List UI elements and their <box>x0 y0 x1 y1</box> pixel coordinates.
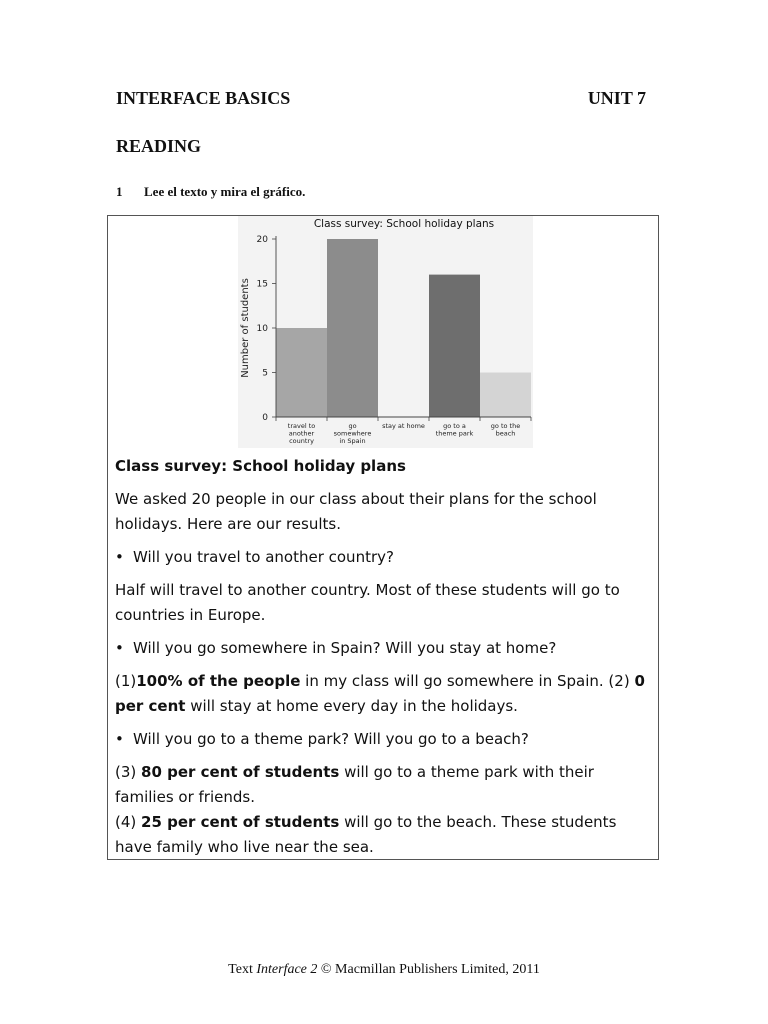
question-3 <box>115 727 655 752</box>
header-unit: UNIT 7 <box>587 88 646 108</box>
question-1 <box>115 545 655 570</box>
bullet-icon <box>115 639 133 657</box>
y-axis-label: Number of students <box>240 278 251 378</box>
y-tick-label: 10 <box>256 324 268 334</box>
y-tick-label: 15 <box>256 279 268 290</box>
answer-3 <box>115 760 655 810</box>
footer-prefix: Text <box>228 962 257 977</box>
article-intro: We asked 20 people in our class about their plans for the school holidays. Here are our results. <box>115 490 597 533</box>
question-2-text: Will you go somewhere in Spain? Will you stay at home? <box>133 639 557 657</box>
answer-4-num: (4) <box>115 813 142 831</box>
instruction-text: Lee el texto y mira el gráfico. <box>144 184 306 199</box>
chart-container <box>238 216 533 448</box>
answer-1: Half will travel to another country. Most of these students will go to countries in Europe. <box>115 581 620 624</box>
x-tick-label: go to a theme park <box>435 422 474 438</box>
answer-2-bold-2: 0 per cent <box>115 672 645 715</box>
instruction <box>116 184 305 200</box>
y-tick-label: 5 <box>262 368 268 379</box>
bar-chart <box>238 216 533 448</box>
answer-4 <box>115 810 655 860</box>
answer-2-num: (1) <box>115 672 137 690</box>
y-tick-label: 0 <box>262 413 268 423</box>
answer-2-text-1: in my class will go somewhere in Spain. (2) <box>300 672 635 690</box>
answer-2-bold-1: 100% of the people <box>136 672 301 690</box>
x-tick-label: travel to another country <box>287 422 316 445</box>
question-1-text: Will you travel to another country? <box>133 548 394 566</box>
answer-4-bold: 25 per cent of students <box>141 813 340 831</box>
footer-copyright <box>0 962 768 978</box>
header-left-title: INTERFACE BASICS <box>116 88 291 108</box>
footer-book-title: Interface 2 <box>256 962 318 977</box>
article <box>115 454 655 860</box>
x-tick-label: go to the beach <box>490 422 521 438</box>
chart-title: Class survey: School holiday plans <box>313 218 495 230</box>
question-2 <box>115 636 655 661</box>
reading-box <box>107 215 659 860</box>
x-tick-label: go somewhere in Spain <box>333 422 372 445</box>
answer-4-text: will go to the beach. These students have family who live near the sea. <box>115 813 617 856</box>
section-title: READING <box>116 136 202 156</box>
instruction-number: 1 <box>116 184 123 199</box>
answer-2 <box>115 669 655 719</box>
bullet-icon <box>115 730 133 748</box>
answer-3-num: (3) <box>115 763 142 781</box>
bullet-icon <box>115 548 133 566</box>
answer-3-text: will go to a theme park with their families or friends. <box>115 763 594 806</box>
article-title: Class survey: School holiday plans <box>115 457 406 475</box>
bar <box>276 328 327 417</box>
answer-2-text-2: will stay at home every day in the holidays. <box>185 697 518 715</box>
x-tick-label: stay at home <box>382 422 425 430</box>
footer-suffix: © Macmillan Publishers Limited, 2011 <box>317 962 540 977</box>
bar <box>429 275 480 417</box>
answer-3-bold: 80 per cent of students <box>141 763 340 781</box>
bar <box>327 239 378 417</box>
bar <box>480 373 531 418</box>
question-3-text: Will you go to a theme park? Will you go to a beach? <box>133 730 529 748</box>
y-tick-label: 20 <box>256 235 268 245</box>
